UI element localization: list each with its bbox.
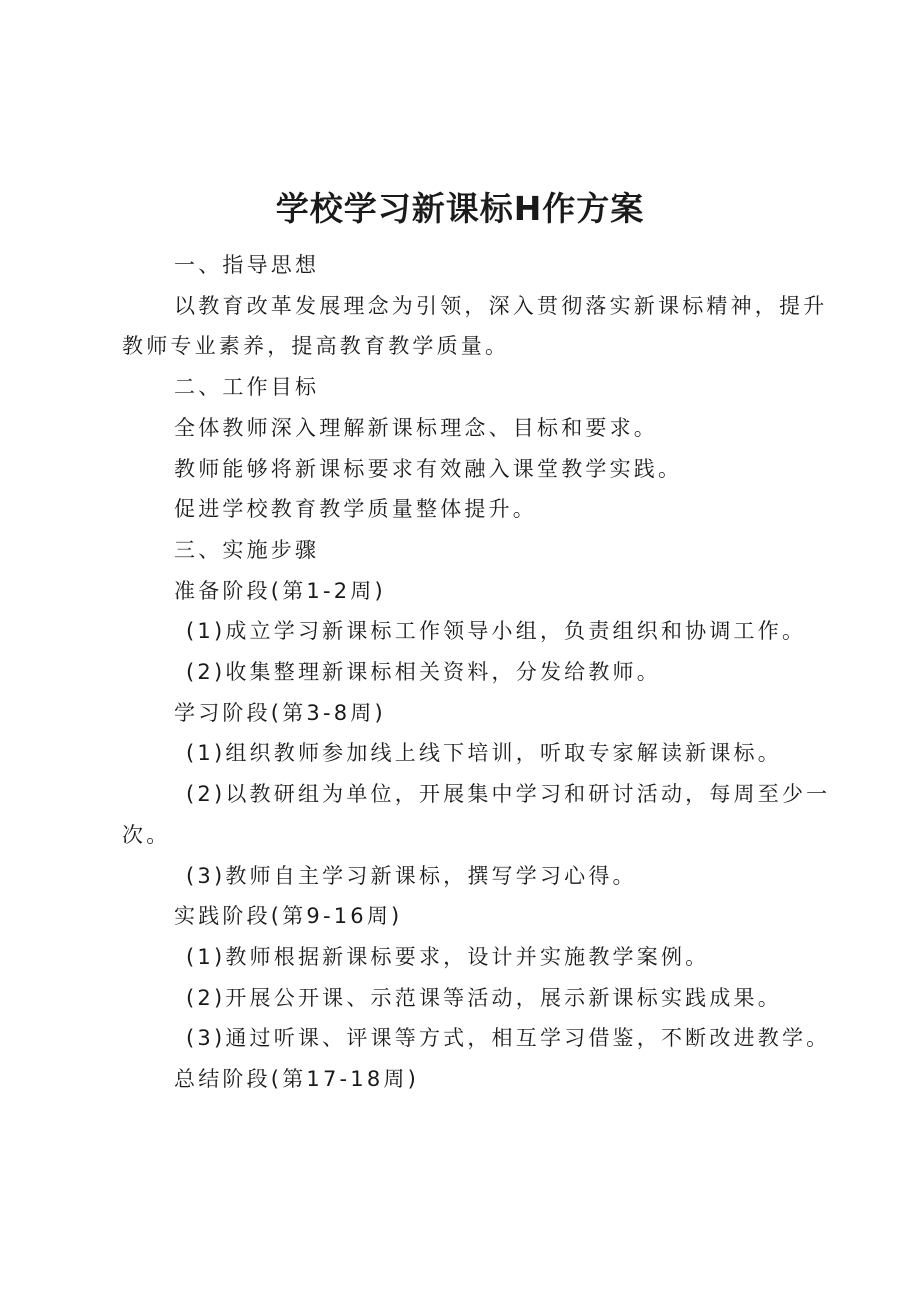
list-item: (2)开展公开课、示范课等活动，展示新课标实践成果。: [186, 985, 782, 1010]
paragraph-line: 教师专业素养，提高教育教学质量。: [122, 334, 510, 359]
paragraph-line: 全体教师深入理解新课标理念、目标和要求。: [174, 415, 658, 440]
paragraph-line: 教师能够将新课标要求有效融入课堂教学实践。: [174, 456, 683, 481]
paragraph-line: 以教育改革发展理念为引领，深入贯彻落实新课标精神，提升: [174, 293, 828, 318]
list-item: (2)以教研组为单位，开展集中学习和研讨活动，每周至少一: [186, 782, 831, 807]
list-item: (1)组织教师参加线上线下培训，听取专家解读新课标。: [186, 741, 782, 766]
paragraph-line: 促进学校教育教学质量整体提升。: [174, 497, 537, 522]
document-title: 学校学习新课标H作方案: [275, 189, 645, 228]
stage-heading: 准备阶段(第1-2周): [174, 578, 386, 603]
section-heading-guiding-ideology: 一、指导思想: [174, 253, 320, 277]
list-item: (3)通过听课、评课等方式，相互学习借鉴，不断改进教学。: [186, 1026, 831, 1051]
list-item: (3)教师自主学习新课标，撰写学习心得。: [186, 863, 637, 888]
list-item-continuation: 次。: [122, 822, 171, 847]
section-heading-work-goals: 二、工作目标: [174, 375, 320, 400]
stage-heading: 学习阶段(第3-8周): [174, 700, 386, 725]
stage-heading: 总结阶段(第17-18周): [174, 1067, 420, 1092]
section-heading-implementation-steps: 三、实施步骤: [174, 537, 320, 562]
list-item: (2)收集整理新课标相关资料，分发给教师。: [186, 660, 661, 685]
stage-heading: 实践阶段(第9-16周): [174, 904, 403, 929]
document-body: [122, 245, 831, 1100]
list-item: (1)教师根据新课标要求，设计并实施教学案例。: [186, 944, 710, 969]
list-item: (1)成立学习新课标工作领导小组，负责组织和协调工作。: [186, 619, 807, 644]
